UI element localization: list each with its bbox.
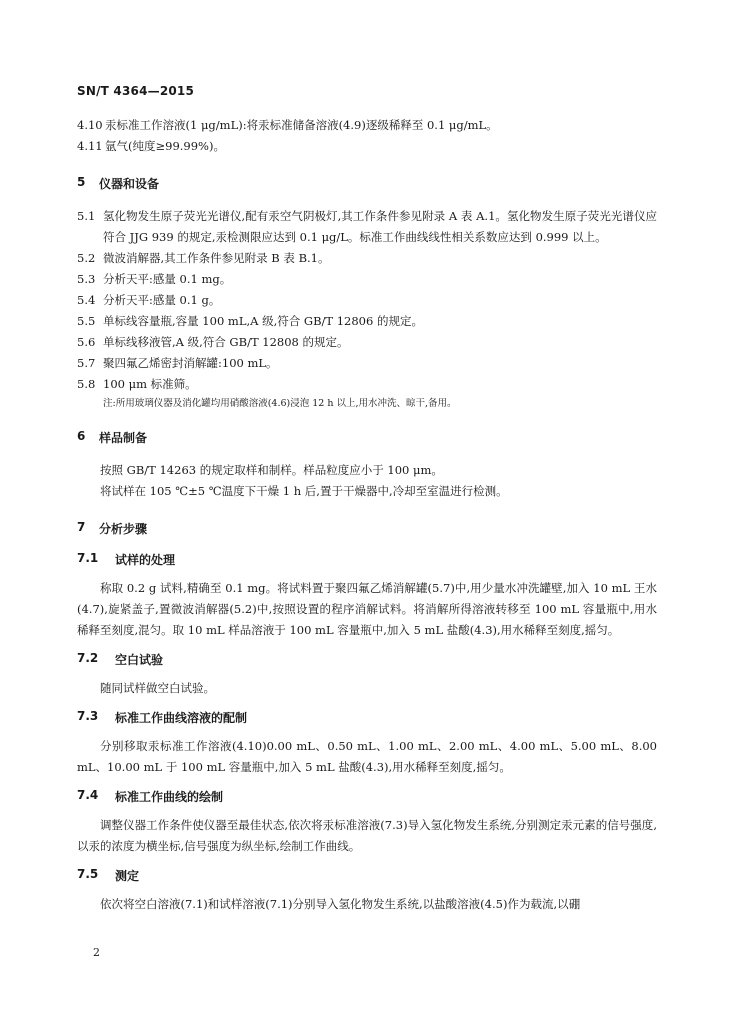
item-text: 分析天平:感量 0.1 mg。 <box>103 272 232 286</box>
equipment-item <box>77 353 657 374</box>
paragraph: 依次将空白溶液(7.1)和试样溶液(7.1)分别导入氢化物发生系统,以盐酸溶液(4.5)作为载流,以硼 <box>100 897 581 911</box>
reagent-item <box>77 136 657 157</box>
subsection-title: 标准工作曲线溶液的配制 <box>115 711 248 725</box>
paragraph: 随同试样做空白试验。 <box>100 681 215 695</box>
paragraph: 称取 0.2 g 试料,精确至 0.1 mg。将试料置于聚四氟乙烯消解罐(5.7)中,用少量水冲洗罐壁,加入 10 mL 王水(4.7),旋紧盖子,置微波消解器(5.2)中,按照设置的程序消解试料。将消解所得溶液转移至 100 mL 容量瓶中,用水稀释至刻度,混匀。取 10 mL 样品溶液于 100 mL 容量瓶中,加入 5 mL 盐酸(4.3),用水稀释至刻度,摇匀。 <box>77 581 657 637</box>
section-title: 仪器和设备 <box>99 177 160 191</box>
subsection-heading <box>77 651 657 668</box>
item-number: 5.5 <box>77 314 96 328</box>
item-text: 汞标准工作溶液(1 μg/mL):将汞标准储备溶液(4.9)逐级稀释至 0.1 μg/mL。 <box>105 118 498 132</box>
item-text: 单标线移液管,A 级,符合 GB/T 12808 的规定。 <box>103 335 349 349</box>
item-text: 单标线容量瓶,容量 100 mL,A 级,符合 GB/T 12806 的规定。 <box>103 314 423 328</box>
page-number: 2 <box>93 946 100 959</box>
equipment-item <box>77 374 657 395</box>
item-text: 微波消解器,其工作条件参见附录 B 表 B.1。 <box>103 251 330 265</box>
subsection-title: 标准工作曲线的绘制 <box>115 790 224 804</box>
item-number: 5.7 <box>77 356 96 370</box>
paragraph: 将试样在 105 ℃±5 ℃温度下干燥 1 h 后,置于干燥器中,冷却至室温进行检测。 <box>100 484 508 498</box>
section-number: 6 <box>77 429 86 443</box>
equipment-item <box>77 290 657 311</box>
item-text: 100 μm 标准筛。 <box>103 377 197 391</box>
subsection-heading <box>77 709 657 726</box>
section-heading <box>77 429 657 446</box>
equipment-item <box>77 248 657 269</box>
subsection-number: 7.4 <box>77 788 99 802</box>
subsection-number: 7.1 <box>77 551 99 565</box>
section-heading <box>77 175 657 192</box>
item-number: 4.10 <box>77 118 103 132</box>
equipment-note: 注:所用玻璃仪器及消化罐均用硝酸溶液(4.6)浸泡 12 h 以上,用水冲洗、晾干,备用。 <box>103 398 457 409</box>
subsection-title: 测定 <box>115 869 140 883</box>
equipment-item <box>77 206 657 248</box>
subsection-title: 试样的处理 <box>115 553 176 567</box>
subsection-number: 7.5 <box>77 867 99 881</box>
page-content <box>77 115 657 915</box>
item-text: 聚四氟乙烯密封消解罐:100 mL。 <box>103 356 278 370</box>
equipment-item <box>77 311 657 332</box>
document-id: SN/T 4364—2015 <box>77 84 195 98</box>
section-number: 5 <box>77 175 86 189</box>
item-number: 5.1 <box>77 209 96 223</box>
section-title: 样品制备 <box>99 431 148 445</box>
item-number: 5.2 <box>77 251 96 265</box>
paragraph: 分别移取汞标准工作溶液(4.10)0.00 mL、0.50 mL、1.00 mL、2.00 mL、4.00 mL、5.00 mL、8.00 mL、10.00 mL 于 100 mL 容量瓶中,加入 5 mL 盐酸(4.3),用水稀释至刻度,摇匀。 <box>77 739 657 774</box>
section-heading <box>77 520 657 537</box>
item-number: 5.8 <box>77 377 96 391</box>
paragraph: 调整仪器工作条件使仪器至最佳状态,依次将汞标准溶液(7.3)导入氢化物发生系统,分别测定汞元素的信号强度,以汞的浓度为横坐标,信号强度为纵坐标,绘制工作曲线。 <box>77 818 657 853</box>
item-number: 4.11 <box>77 139 103 153</box>
subsection-number: 7.2 <box>77 651 99 665</box>
item-number: 5.6 <box>77 335 96 349</box>
item-text: 氢化物发生原子荧光光谱仪,配有汞空气阴极灯,其工作条件参见附录 A 表 A.1。氢化物发生原子荧光光谱仪应符合 JJG 939 的规定,汞检测限应达到 0.1 μg/L。标准工作曲线线性相关系数应达到 0.999 以上。 <box>103 209 657 244</box>
subsection-heading <box>77 788 657 805</box>
subsection-number: 7.3 <box>77 709 99 723</box>
subsection-heading <box>77 867 657 884</box>
item-text: 氩气(纯度≥99.99%)。 <box>105 139 225 153</box>
item-text: 分析天平:感量 0.1 g。 <box>103 293 221 307</box>
item-number: 5.4 <box>77 293 96 307</box>
section-title: 分析步骤 <box>99 522 148 536</box>
reagent-item <box>77 115 657 136</box>
subsection-title: 空白试验 <box>115 653 164 667</box>
paragraph: 按照 GB/T 14263 的规定取样和制样。样品粒度应小于 100 μm。 <box>100 463 443 477</box>
subsection-heading <box>77 551 657 568</box>
equipment-item <box>77 332 657 353</box>
item-number: 5.3 <box>77 272 96 286</box>
section-number: 7 <box>77 520 86 534</box>
equipment-item <box>77 269 657 290</box>
